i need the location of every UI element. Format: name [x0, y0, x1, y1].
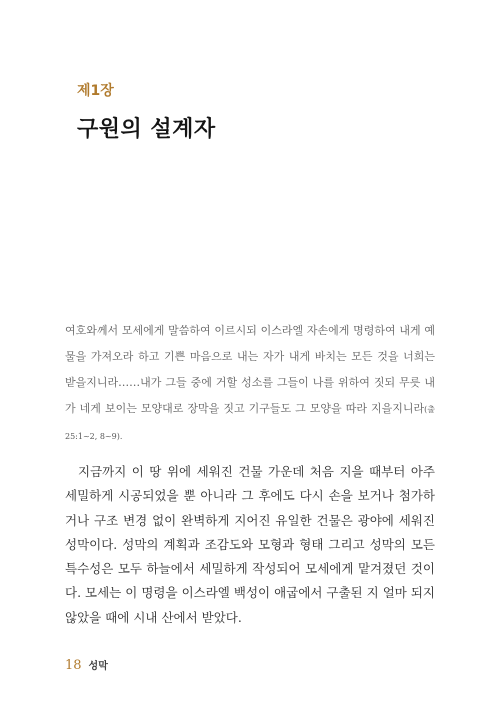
body-paragraph	[65, 460, 435, 630]
page-number: 18	[65, 658, 82, 673]
scripture-quote	[65, 318, 435, 450]
chapter-title: 구원의 설계자	[77, 117, 216, 142]
running-title: 성막	[88, 661, 108, 672]
scripture-citation: (출 25:1~2, 8~9).	[65, 405, 435, 441]
page-footer	[65, 657, 108, 673]
body-paragraph-text: 지금까지 이 땅 위에 세워진 건물 가운데 처음 지을 때부터 아주 세밀하게 시공되었을 뿐 아니라 그 후에도 다시 손을 보거나 첨가하거나 구조 변경 없이 완벽하게 지어진 유일한 건물은 광야에 세워진 성막이다. 성막의 계획과 조감도와 모형과 형태 그리고 성막의 모든 특수성은 모두 하늘에서 세밀하게 작성되어 모세에게 맡겨졌던 것이다. 모세는 이 명령을 이스라엘 백성이 애굽에서 구출된 지 얼마 되지 않았을 때에 시내 산에서 받았다.	[65, 464, 435, 625]
scripture-quote-text: 여호와께서 모세에게 말씀하여 이르시되 이스라엘 자손에게 명령하여 내게 예물을 가져오라 하고 기쁜 마음으로 내는 자가 내게 바치는 모든 것을 너희는 받을지니라……내가 그들 중에 거할 성소를 그들이 나를 위하여 짓되 무릇 내가 네게 보이는 모양대로 장막을 짓고 기구들도 그 모양을 따라 지을지니라	[65, 324, 435, 415]
chapter-label: 제1장	[77, 83, 114, 99]
